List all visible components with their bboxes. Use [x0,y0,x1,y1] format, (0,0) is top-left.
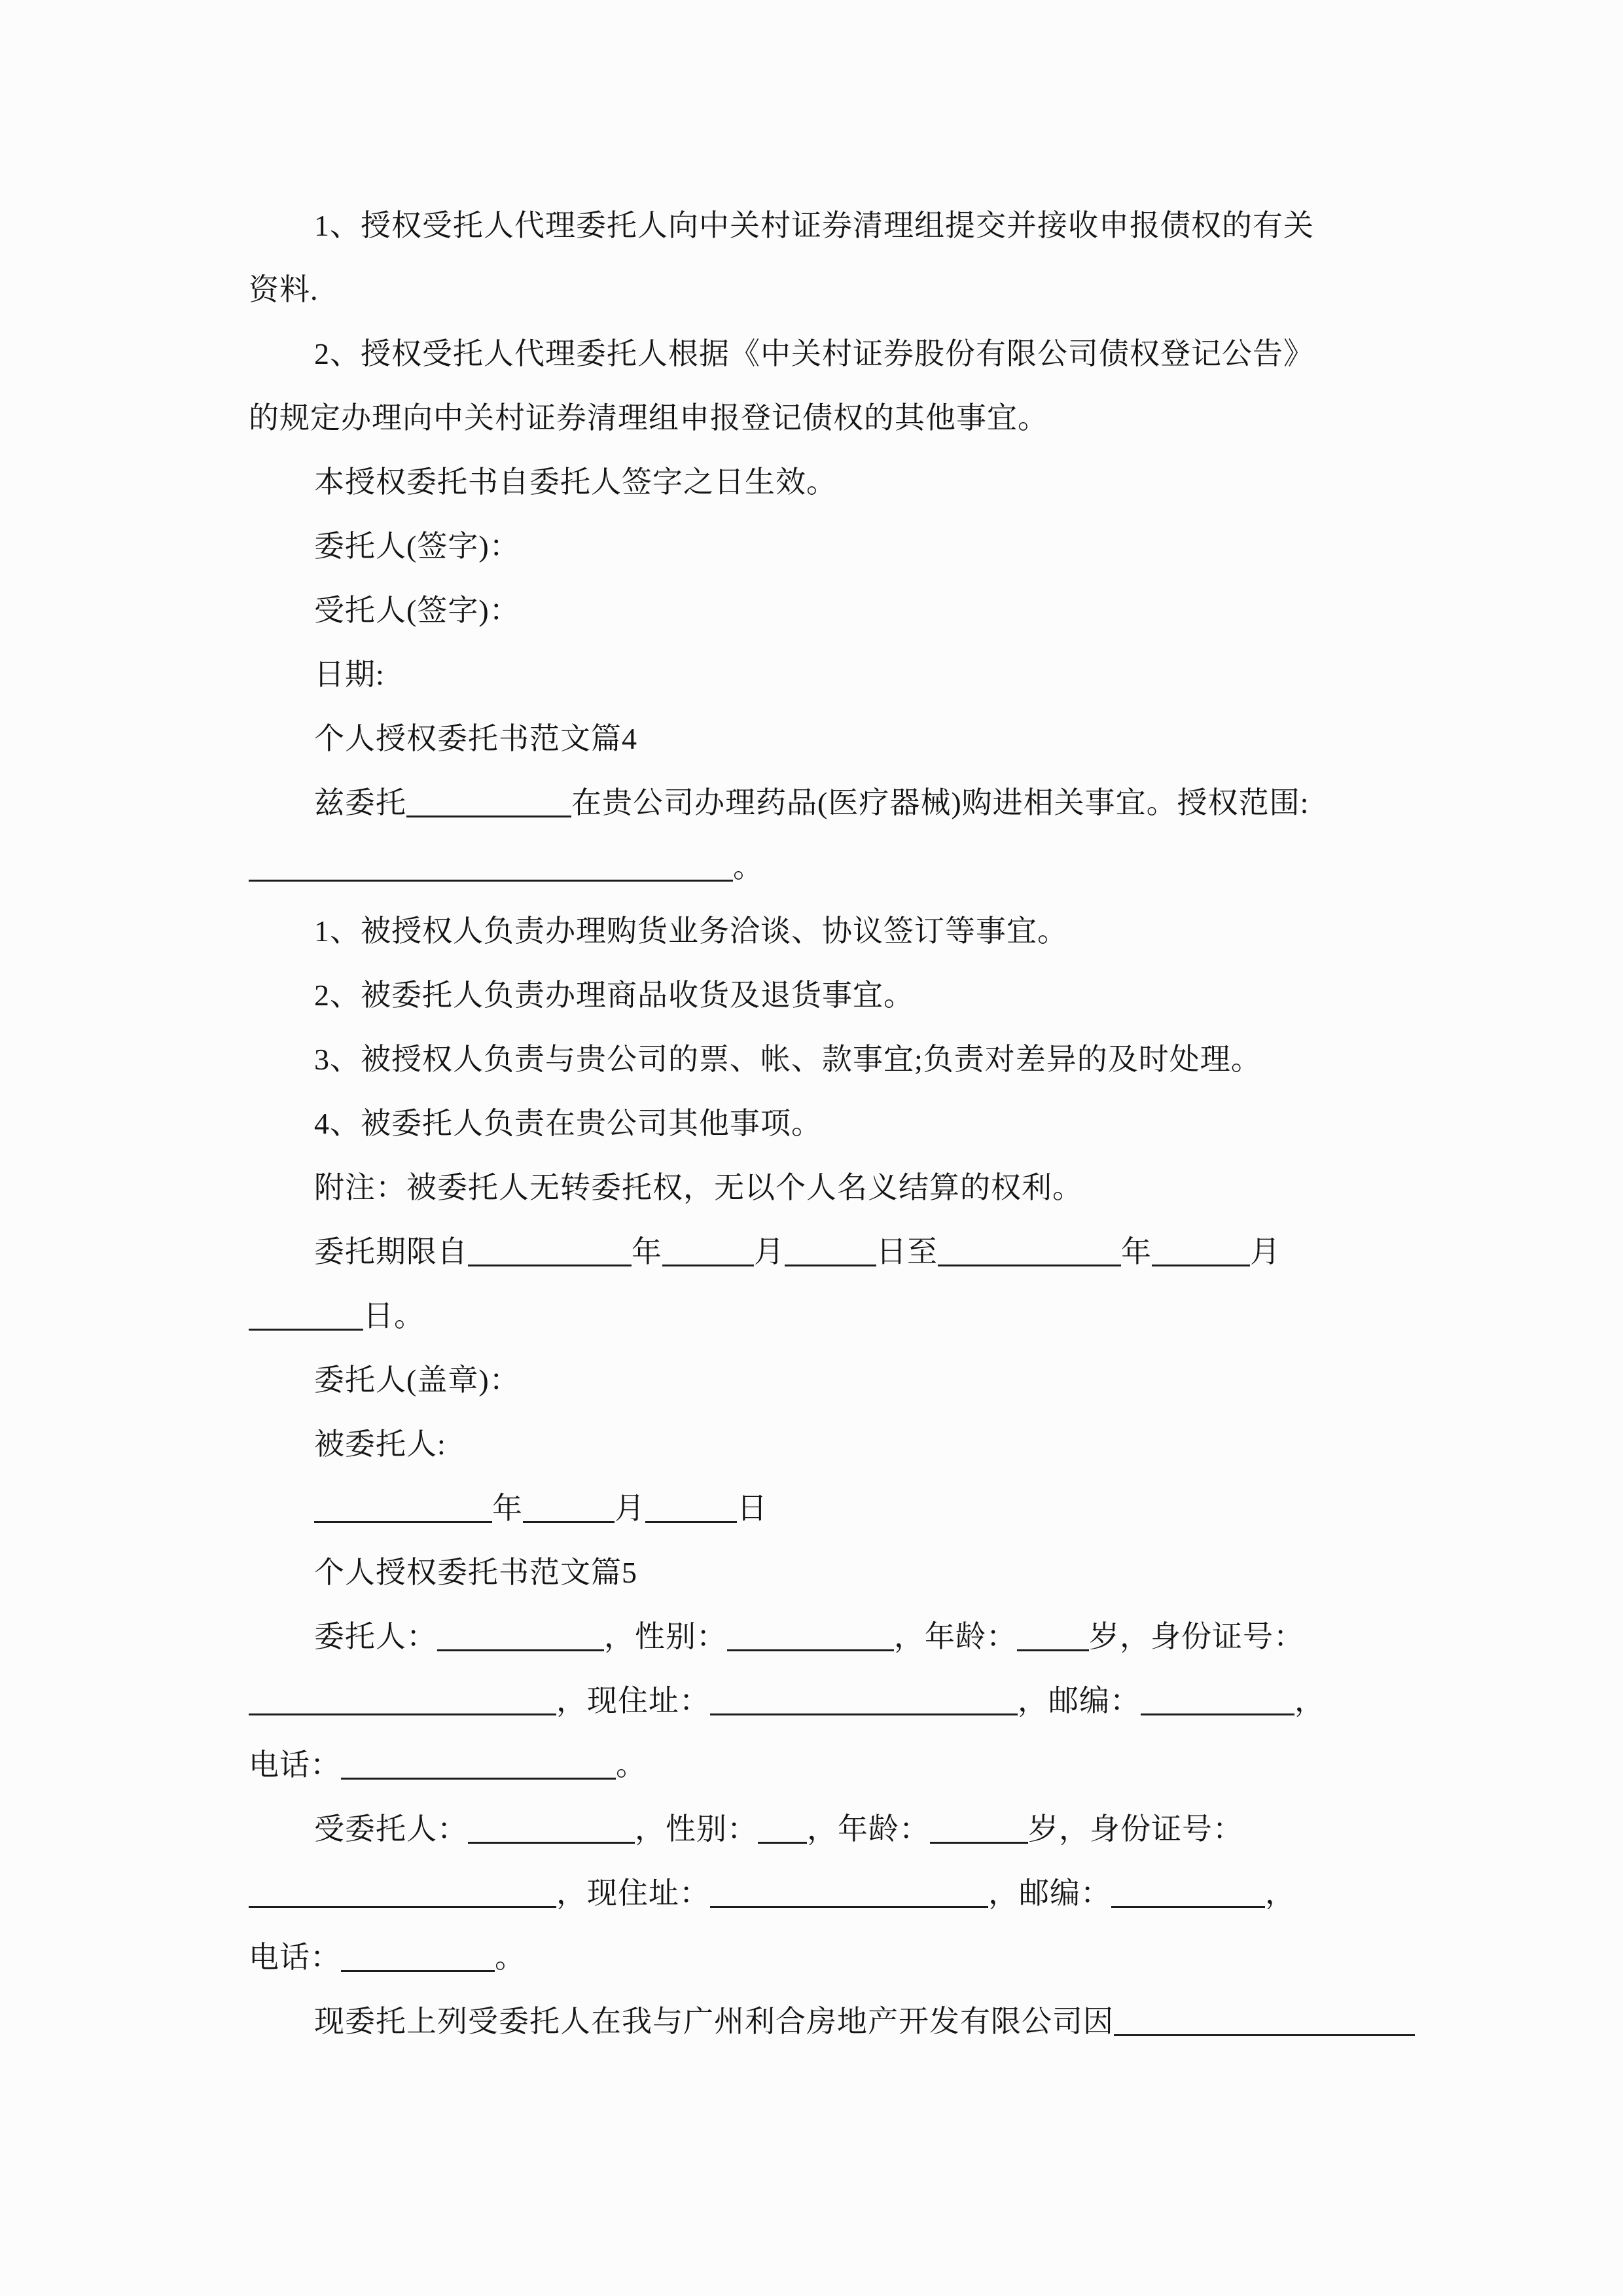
text-segment: 2、授权受托人代理委托人根据《中关村证券股份有限公司债权登记公告》 [314,337,1314,370]
text-line [249,1348,1382,1412]
text-line [249,1156,1382,1220]
text-segment: 3、被授权人负责与贵公司的票、帐、款事宜;负责对差异的及时处理。 [314,1043,1262,1076]
blank-field [727,1619,894,1651]
text-line [249,1541,1382,1605]
text-segment: 现委托上列受委托人在我与广州利合房地产开发有限公司因 [314,2005,1114,2038]
text-segment: 委托人： [314,1620,437,1653]
blank-field [406,785,571,817]
text-segment: 委托人(盖章)： [314,1363,520,1397]
text-line [249,386,1382,450]
blank-field [437,1619,604,1651]
text-segment: 受委托人： [314,1812,468,1846]
text-line [249,835,1382,899]
text-segment: 岁，身份证号： [1028,1812,1243,1846]
blank-field [341,1748,616,1780]
text-segment: 月 [615,1492,645,1525]
blank-field [758,1812,807,1844]
text-segment: 日期: [314,658,385,691]
text-line [249,1220,1382,1284]
blank-field [1141,1683,1294,1715]
blank-field [249,1876,556,1908]
text-line [249,771,1382,835]
text-segment: ，邮编： [1018,1684,1141,1717]
text-line [249,258,1382,322]
text-segment: 1、被授权人负责办理购货业务洽谈、协议签订等事宜。 [314,914,1068,948]
text-line [249,707,1382,771]
document-body [249,194,1382,2054]
text-line [249,1669,1382,1733]
text-segment: 资料. [249,273,319,306]
text-segment: 4、被委托人负责在贵公司其他事项。 [314,1107,822,1140]
blank-field [785,1234,876,1266]
text-segment: 年 [1121,1235,1152,1268]
blank-field [930,1812,1028,1844]
blank-field [249,850,733,882]
text-segment: ，现住址： [556,1684,710,1717]
text-line [249,450,1382,514]
blank-field [468,1812,635,1844]
text-segment: ，年龄： [807,1812,930,1846]
text-segment: 日至 [876,1235,938,1268]
text-line [249,1990,1382,2054]
text-segment: 受托人(签字)： [314,594,520,627]
text-segment: 1、授权受托人代理委托人向中关村证券清理组提交并接收申报债权的有关 [314,209,1314,242]
text-line [249,899,1382,963]
text-line [249,579,1382,643]
text-line [249,1412,1382,1477]
text-segment: 本授权委托书自委托人签字之日生效。 [314,465,837,499]
text-segment: 月 [1250,1235,1281,1268]
blank-field [938,1234,1121,1266]
text-segment: 附注：被委托人无转委托权，无以个人名义结算的权利。 [314,1171,1083,1204]
blank-field [468,1234,632,1266]
blank-field [523,1491,615,1523]
text-segment: 委托人(签字)： [314,529,520,563]
text-line [249,1284,1382,1348]
text-segment: 被委托人: [314,1427,446,1461]
blank-field [1152,1234,1250,1266]
text-segment: 年 [632,1235,662,1268]
text-segment: 。 [495,1941,526,1974]
text-segment: 。 [616,1748,647,1782]
text-segment: 日。 [363,1299,425,1333]
text-line [249,1861,1382,1926]
text-segment: 。 [733,850,764,884]
text-segment: 电话： [249,1748,341,1782]
text-line [249,963,1382,1028]
text-line [249,194,1382,258]
text-line [249,1733,1382,1797]
blank-field [1111,1876,1265,1908]
text-segment: 的规定办理向中关村证券清理组申报登记债权的其他事宜。 [249,401,1048,435]
blank-field [645,1491,737,1523]
text-segment: ， [1294,1684,1325,1717]
text-line [249,1477,1382,1541]
text-segment: ，邮编： [988,1876,1111,1910]
text-line [249,1028,1382,1092]
text-line [249,1092,1382,1156]
text-line [249,322,1382,386]
text-segment: 月 [754,1235,785,1268]
text-segment: 电话： [249,1941,341,1974]
text-line [249,643,1382,707]
text-segment: 2、被委托人负责办理商品收货及退货事宜。 [314,978,914,1012]
blank-field [710,1876,988,1908]
text-segment: ，性别： [604,1620,727,1653]
text-segment: 委托期限自 [314,1235,468,1268]
blank-field [341,1940,495,1972]
text-segment: 日 [737,1492,768,1525]
text-line [249,1797,1382,1861]
text-segment: 年 [492,1492,523,1525]
text-segment: 岁，身份证号： [1089,1620,1304,1653]
text-line [249,514,1382,579]
text-segment: ，性别： [635,1812,758,1846]
blank-field [1114,2004,1415,2036]
blank-field [314,1491,492,1523]
text-segment: 在贵公司办理药品(医疗器械)购进相关事宜。授权范围: [571,786,1310,819]
blank-field [662,1234,754,1266]
text-segment: ，现住址： [556,1876,710,1910]
text-line [249,1926,1382,1990]
text-segment: 兹委托 [314,786,406,819]
text-segment: ，年龄： [894,1620,1017,1653]
text-segment: 个人授权委托书范文篇5 [314,1556,637,1589]
blank-field [249,1299,363,1331]
blank-field [1017,1619,1089,1651]
blank-field [710,1683,1018,1715]
text-segment: 个人授权委托书范文篇4 [314,722,637,755]
text-segment: ， [1265,1876,1296,1910]
blank-field [249,1683,556,1715]
text-line [249,1605,1382,1669]
